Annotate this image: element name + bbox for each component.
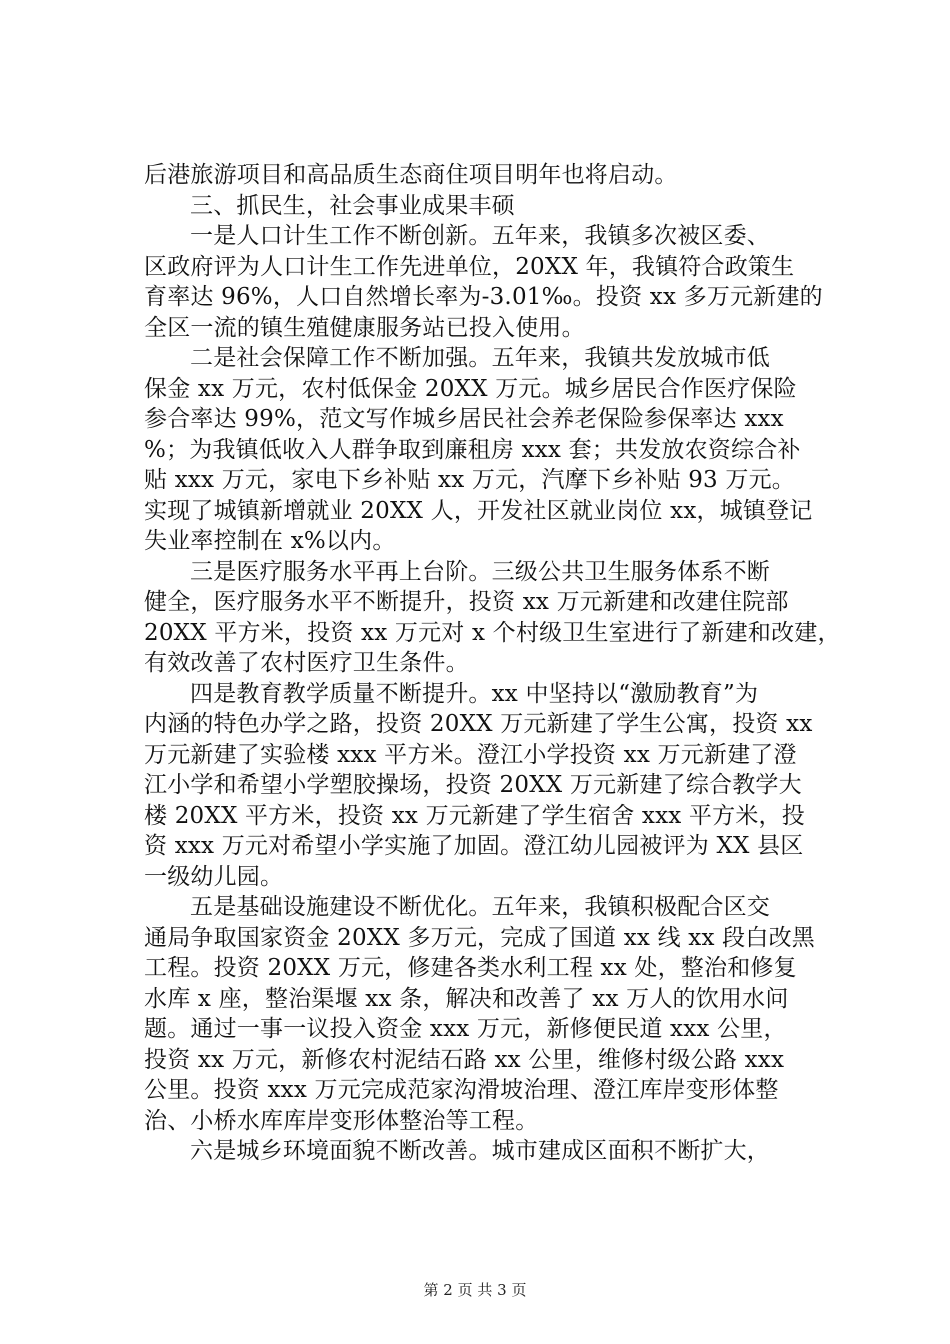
paragraph-first-line: 三、抓民生，社会事业成果丰硕 — [190, 192, 515, 219]
text-line: 万元新建了实验楼 xxx 平方米。澄江小学投资 xx 万元新建了澄 — [144, 741, 797, 768]
text-line: 有效改善了农村医疗卫生条件。 — [144, 650, 469, 676]
text-line: 水库 x 座，整治渠堰 xx 条，解决和改善了 xx 万人的饮用水问 — [144, 985, 789, 1012]
paragraph-first-line: 六是城乡环境面貌不断改善。城市建成区面积不断扩大， — [190, 1138, 770, 1164]
text-line: 实现了城镇新增就业 20XX 人，开发社区就业岗位 xx，城镇登记 — [144, 497, 813, 524]
text-line: 育率达 96%，人口自然增长率为-3.01‰。投资 xx 多万元新建的 — [144, 284, 823, 310]
text-line: 投资 xx 万元，新修农村泥结石路 xx 公里，维修村级公路 xxx — [144, 1046, 785, 1073]
text-line: 通局争取国家资金 20XX 多万元，完成了国道 xx 线 xx 段白改黑 — [144, 924, 815, 951]
text-line: 治、小桥水库库岸变形体整治等工程。 — [144, 1107, 539, 1134]
text-line: 公里。投资 xxx 万元完成范家沟滑坡治理、澄江库岸变形体整 — [144, 1077, 779, 1103]
document-body — [144, 160, 844, 1167]
text-line: 工程。投资 20XX 万元，修建各类水利工程 xx 处，整治和修复 — [144, 955, 797, 981]
text-line: 后港旅游项目和高品质生态商住项目明年也将启动。 — [144, 162, 678, 188]
paragraph-first-line: 四是教育教学质量不断提升。xx 中坚持以“激励教育”为 — [190, 680, 759, 707]
text-line: 内涵的特色办学之路，投资 20XX 万元新建了学生公寓，投资 xx — [144, 711, 813, 737]
paragraph-first-line: 五是基础设施建设不断优化。五年来，我镇积极配合区交 — [190, 894, 770, 920]
paragraph-first-line: 二是社会保障工作不断加强。五年来，我镇共发放城市低 — [190, 345, 770, 371]
text-line: 失业率控制在 x%以内。 — [144, 528, 396, 554]
text-line: 保金 xx 万元，农村低保金 20XX 万元。城乡居民合作医疗保险 — [144, 375, 797, 402]
text-line: 江小学和希望小学塑胶操场，投资 20XX 万元新建了综合教学大 — [144, 772, 802, 798]
text-line: %；为我镇低收入人群争取到廉租房 xxx 套；共发放农资综合补 — [144, 436, 801, 463]
text-line: 贴 xxx 万元，家电下乡补贴 xx 万元，汽摩下乡补贴 93 万元。 — [144, 467, 795, 493]
text-line: 资 xxx 万元对希望小学实施了加固。澄江幼儿园被评为 XX 县区 — [144, 833, 804, 859]
text-line: 参合率达 99%，范文写作城乡居民社会养老保险参保率达 xxx — [144, 406, 784, 432]
paragraph-first-line: 一是人口计生工作不断创新。五年来，我镇多次被区委、 — [190, 223, 770, 249]
page-footer: 第 2 页 共 3 页 — [423, 1281, 527, 1299]
text-line: 20XX 平方米，投资 xx 万元对 x 个村级卫生室进行了新建和改建， — [144, 619, 841, 646]
text-line: 一级幼儿园。 — [144, 863, 284, 890]
text-line: 健全，医疗服务水平不断提升，投资 xx 万元新建和改建住院部 — [144, 589, 789, 615]
text-line: 题。通过一事一议投入资金 xxx 万元，新修便民道 xxx 公里， — [144, 1016, 787, 1042]
text-line: 楼 20XX 平方米，投资 xx 万元新建了学生宿舍 xxx 平方米，投 — [144, 802, 805, 829]
text-line: 全区一流的镇生殖健康服务站已投入使用。 — [144, 314, 585, 341]
paragraph-first-line: 三是医疗服务水平再上台阶。三级公共卫生服务体系不断 — [190, 558, 770, 585]
text-line: 区政府评为人口计生工作先进单位，20XX 年，我镇符合政策生 — [144, 253, 795, 280]
